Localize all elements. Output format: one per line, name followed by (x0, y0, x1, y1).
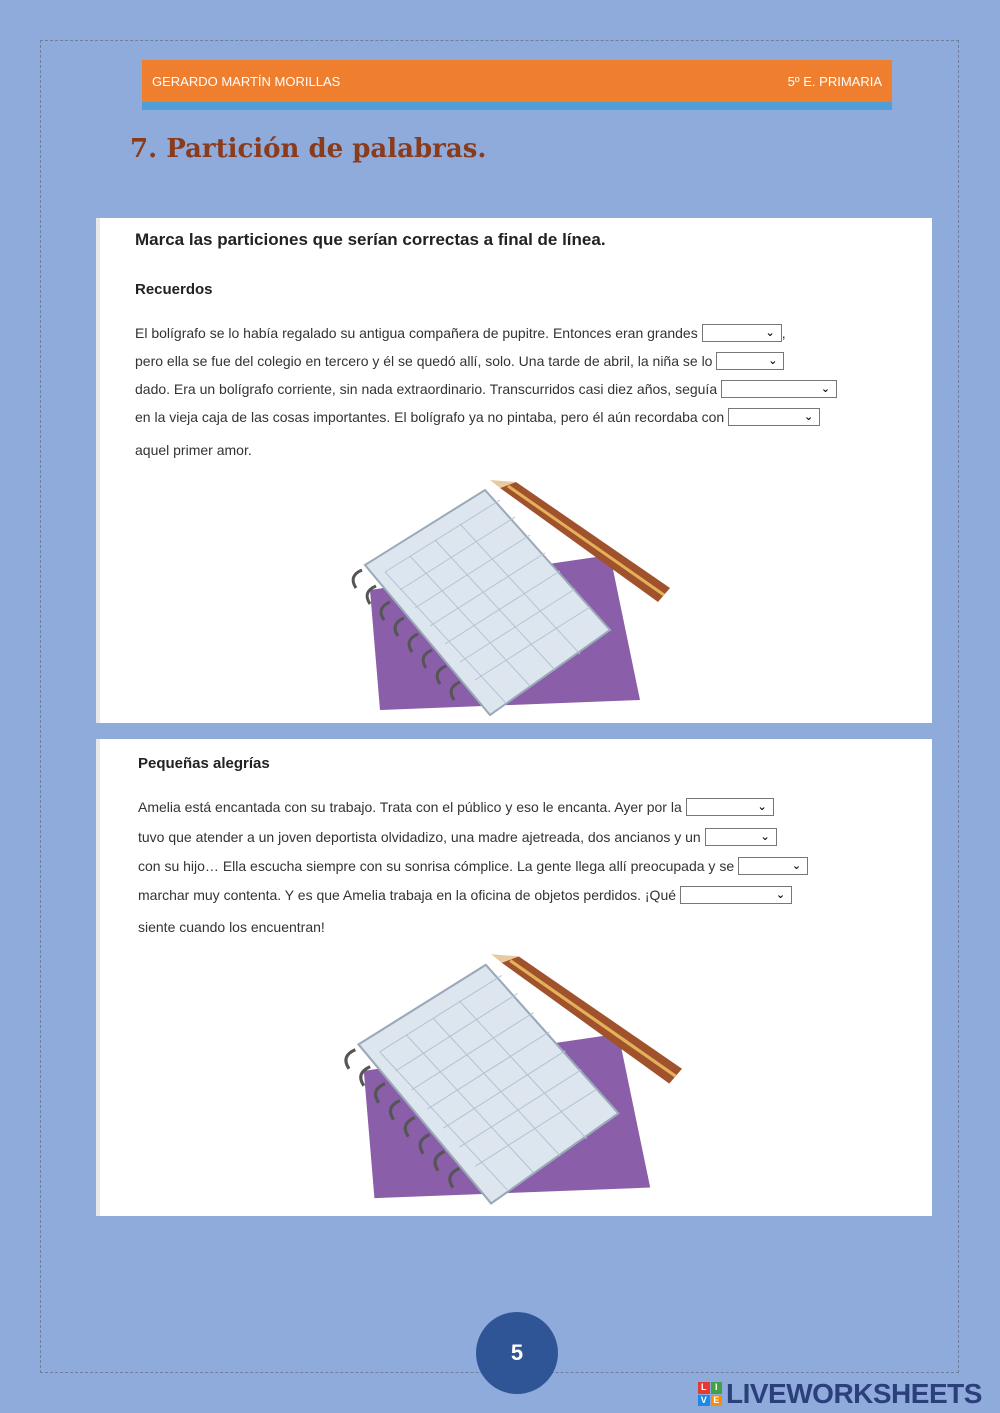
notebook-pencil-illustration (332, 954, 682, 1209)
exercise-panel-pequenas-alegrias (96, 739, 932, 1216)
partition-dropdown-8[interactable] (680, 886, 792, 904)
text-line (135, 352, 784, 370)
header-bar (142, 60, 892, 102)
instruction-text: Marca las particiones que serían correctas a final de línea. (135, 230, 606, 249)
line-text: El bolígrafo se lo había regalado su antigua compañera de pupitre. Entonces eran grandes (135, 325, 698, 341)
text-line (135, 324, 786, 342)
line-text: pero ella se fue del colegio en tercero y él se quedó allí, solo. Una tarde de abril, la niña se lo (135, 353, 713, 369)
text-line (135, 380, 837, 398)
chevron-down-icon: ⌄ (820, 383, 831, 395)
text-line (138, 798, 774, 816)
line-text: siente cuando los encuentran! (138, 919, 325, 935)
notebook-pencil-illustration (340, 480, 670, 720)
liveworksheets-logo-icon (698, 1382, 722, 1406)
line-text: dado. Era un bolígrafo corriente, sin nada extraordinario. Transcurridos casi diez años, seguía (135, 381, 718, 397)
chevron-down-icon: ⌄ (757, 801, 767, 813)
line-text: Amelia está encantada con su trabajo. Trata con el público y eso le encanta. Ayer por la (138, 799, 682, 815)
logo-letter: E (711, 1395, 723, 1407)
partition-dropdown-4[interactable] (728, 408, 820, 426)
logo-letter: I (711, 1382, 723, 1394)
section-title: 7. Partición de palabras. (130, 134, 487, 164)
grade-label: 5º E. PRIMARIA (787, 73, 882, 89)
line-text: tuvo que atender a un joven deportista olvidadizo, una madre ajetreada, dos ancianos y un (138, 829, 701, 845)
logo-letter: L (698, 1382, 710, 1394)
text-line (138, 857, 808, 875)
chevron-down-icon: ⌄ (768, 355, 778, 367)
partition-dropdown-6[interactable] (705, 828, 777, 846)
line-text: con su hijo… Ella escucha siempre con su sonrisa cómplice. La gente llega allí preocupada y se (138, 858, 735, 874)
chevron-down-icon: ⌄ (803, 411, 814, 423)
partition-dropdown-1[interactable] (702, 324, 782, 342)
text-line (138, 919, 325, 935)
text-line (135, 408, 820, 426)
line-text: marchar muy contenta. Y es que Amelia trabaja en la oficina de objetos perdidos. ¡Qué (138, 887, 677, 903)
line-text: aquel primer amor. (135, 442, 252, 458)
header-underline (142, 102, 892, 110)
line-text: en la vieja caja de las cosas importantes. El bolígrafo ya no pintaba, pero él aún recordaba con (135, 409, 725, 425)
brand-name: LIVEWORKSHEETS (726, 1378, 982, 1409)
partition-dropdown-2[interactable] (716, 352, 784, 370)
page-number: 5 (476, 1312, 558, 1394)
partition-dropdown-5[interactable] (686, 798, 774, 816)
trailing-comma: , (781, 325, 786, 341)
chevron-down-icon: ⌄ (760, 831, 770, 843)
partition-dropdown-7[interactable] (738, 857, 808, 875)
partition-dropdown-3[interactable] (721, 380, 837, 398)
exercise-panel-recuerdos (96, 218, 932, 723)
text-line (135, 442, 252, 458)
chevron-down-icon: ⌄ (765, 327, 775, 339)
logo-letter: V (698, 1395, 710, 1407)
chevron-down-icon: ⌄ (775, 889, 786, 901)
text-line (138, 886, 792, 904)
text-line (138, 828, 777, 846)
author-name: GERARDO MARTÍN MORILLAS (152, 73, 341, 89)
chevron-down-icon: ⌄ (791, 860, 802, 872)
story-title: Pequeñas alegrías (138, 755, 270, 772)
liveworksheets-brand[interactable] (698, 1378, 982, 1410)
story-title: Recuerdos (135, 281, 213, 298)
